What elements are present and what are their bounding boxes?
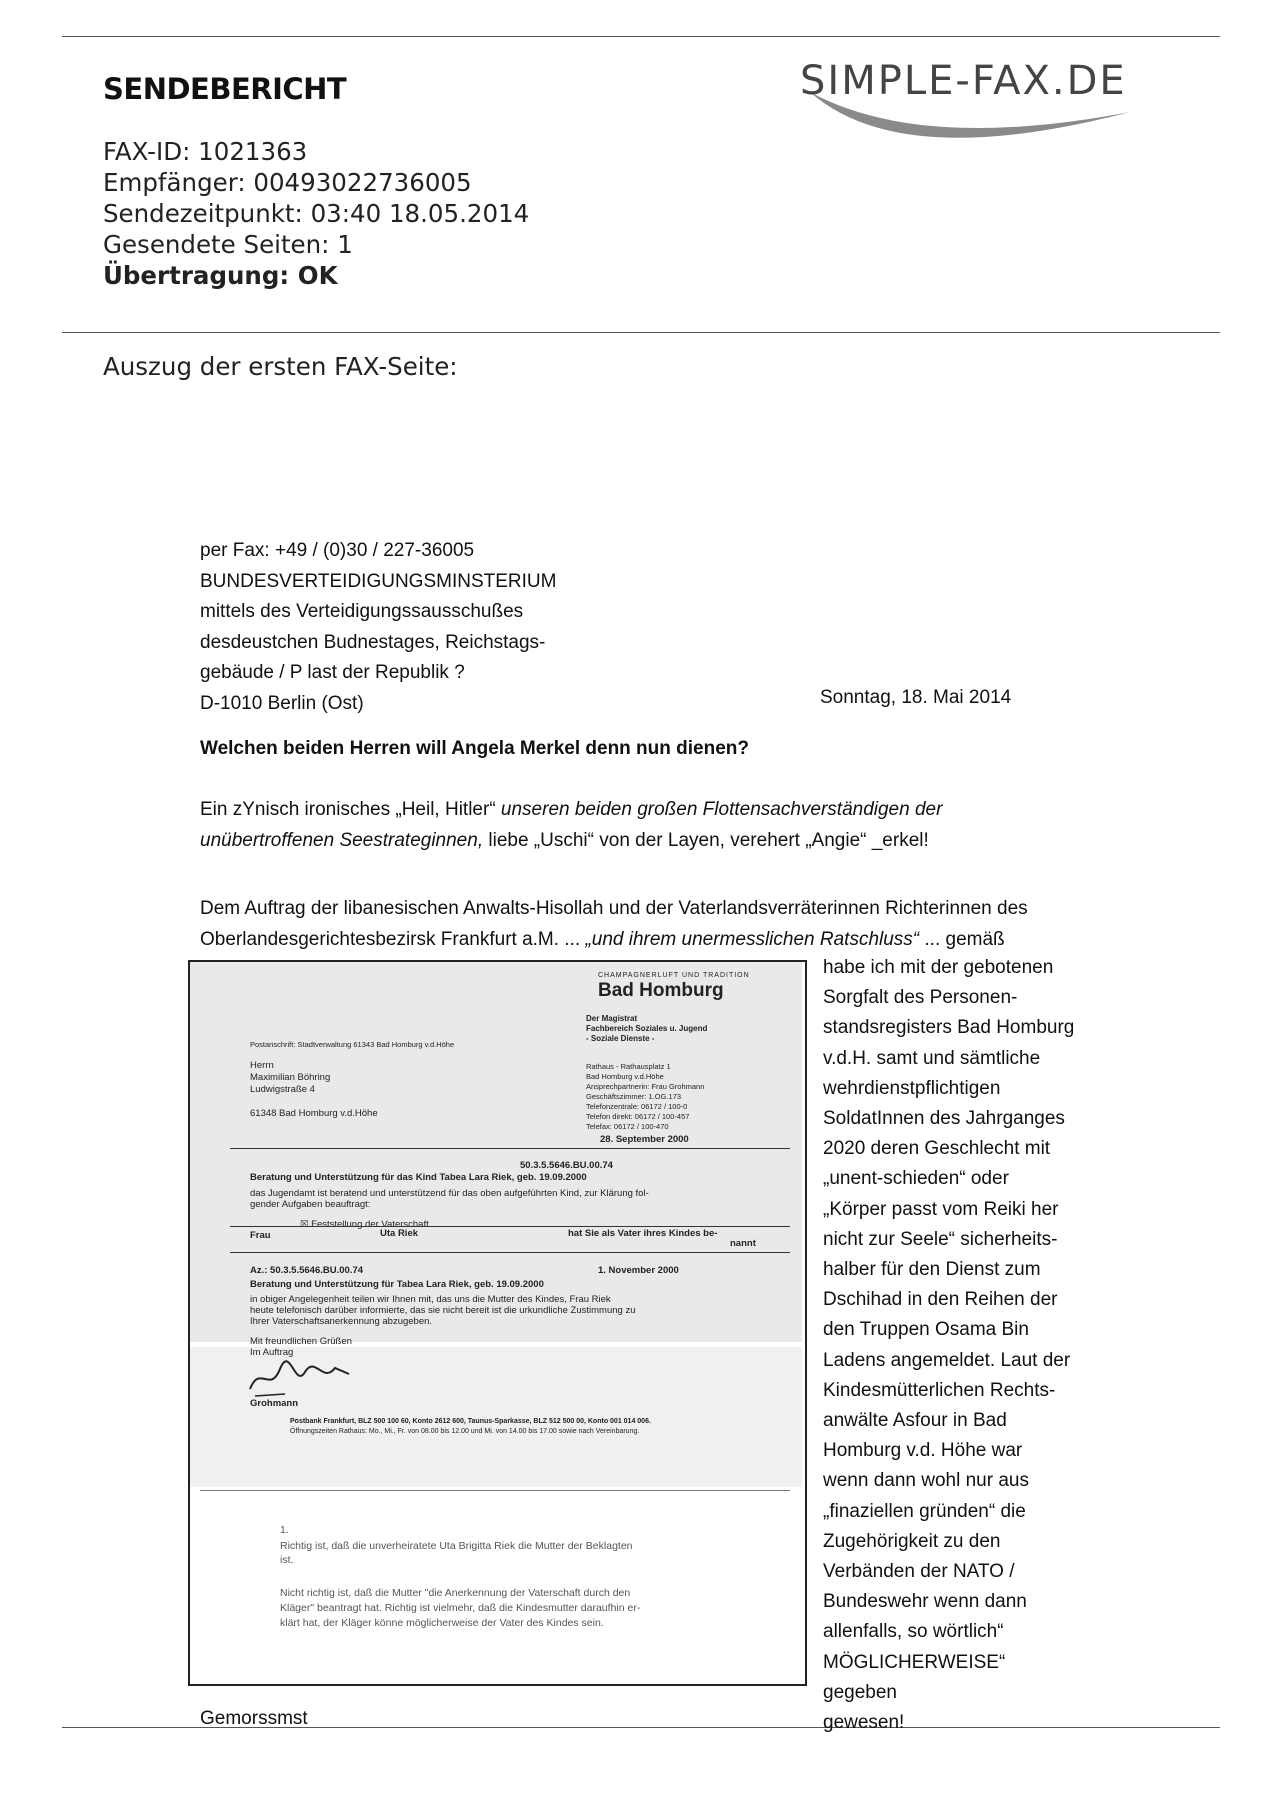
side-line: halber für den Dienst zum (823, 1259, 1041, 1281)
scan-greeting: Im Auftrag (250, 1347, 294, 1358)
paragraph-2 (200, 893, 1210, 955)
scan-greeting: Mit freundlichen Grüßen (250, 1336, 352, 1347)
para1-text: Ein zYnisch ironisches „Heil, Hitler“ (200, 799, 501, 820)
letter-date: Sonntag, 18. Mai 2014 (820, 687, 1012, 708)
side-line: Kindesmütterlichen Rechts- (823, 1379, 1056, 1401)
address-line: desdeustchen Budnestages, Reichstags- (200, 631, 546, 653)
address-line: per Fax: +49 / (0)30 / 227-36005 (200, 540, 475, 561)
side-line: den Truppen Osama Bin (823, 1319, 1029, 1341)
scan-row-question-2: nannt (730, 1238, 756, 1249)
page-count: Gesendete Seiten: 1 (103, 230, 353, 259)
scan-postal: Postanschrift: Stadtverwaltung 61343 Bad Homburg v.d.Höhe (250, 1040, 455, 1049)
scan-checkbox: ☒ Feststellung der Vaterschaft (300, 1219, 429, 1230)
simple-fax-logo (800, 52, 1220, 172)
scan-office: Telefon direkt: 06172 / 100-457 (586, 1112, 690, 1121)
scan-date-1: 28. September 2000 (600, 1134, 689, 1145)
scan-office: Geschäftszimmer: 1.OG.173 (586, 1092, 682, 1101)
court-text: Richtig ist, daß die unverheiratete Uta Brigitta Riek die Mutter der Beklagten (280, 1540, 633, 1552)
side-line: standsregisters Bad Homburg (823, 1017, 1075, 1039)
scan-row-question: hat Sie als Vater ihres Kindes be- (568, 1228, 718, 1239)
side-line: „finaziellen gründen“ die (823, 1500, 1026, 1522)
para1-text-2: liebe „Uschi“ von der Layen, verehert „Angie“ _erkel! (483, 830, 929, 851)
recipient: Empfänger: 00493022736005 (103, 168, 472, 197)
transmission-status: Übertragung: OK (103, 261, 338, 290)
scan-body-1: das Jugendamt ist beratend und unterstützend für das oben aufgeführten Kind, zur Klärung fol- (250, 1188, 649, 1199)
scan-body-1: gender Aufgaben beauftragt: (250, 1199, 371, 1210)
scan-line (200, 1490, 790, 1491)
scan-office: Telefonzentrale: 06172 / 100-0 (586, 1102, 688, 1111)
scan-sender: - Soziale Dienste - (586, 1034, 655, 1043)
scan-ref-1: 50.3.5.5646.BU.00.74 (520, 1160, 613, 1171)
para1-italic: unseren beiden großen Flottensachverständigen der (500, 799, 943, 820)
scan-to: Herrn (250, 1060, 274, 1071)
side-line: MÖGLICHERWEISE“ gegeben (823, 1651, 1006, 1703)
side-line: wenn dann wohl nur aus (823, 1470, 1029, 1492)
scan-to: 61348 Bad Homburg v.d.Höhe (250, 1108, 378, 1119)
side-line: Sorgfalt des Personen- (823, 987, 1018, 1009)
scan-to: Ludwigstraße 4 (250, 1084, 315, 1095)
report-title: SENDEBERICHT (103, 72, 347, 106)
court-text: ist. (280, 1554, 294, 1566)
side-line: anwälte Asfour in Bad (823, 1410, 1007, 1432)
header-divider (62, 332, 1220, 333)
scan-hours: Öffnungszeiten Rathaus: Mo., Mi., Fr. von 08.00 bis 12.00 und Mi. von 14.00 bis 17.00 sowie nach Vereinbarung. (290, 1428, 640, 1435)
side-column (823, 953, 1083, 1738)
side-line: „Körper passt vom Reiki her (823, 1198, 1059, 1220)
fax-id: FAX-ID: 1021363 (103, 137, 308, 166)
side-line: 2020 deren Geschlecht mit (823, 1138, 1051, 1160)
scan-bank: Postbank Frankfurt, BLZ 500 100 60, Konto 2612 600, Taunus-Sparkasse, BLZ 512 500 00, Konto 001 014 006. (290, 1418, 651, 1425)
para2-line-1: Dem Auftrag der libanesischen Anwalts-Hisollah und der Vaterlandsverräterinnen Richterinnen des (200, 898, 1028, 919)
side-line: v.d.H. samt und sämtliche (823, 1047, 1041, 1069)
scan-subject-2: Beratung und Unterstützung für Tabea Lara Riek, geb. 19.09.2000 (250, 1279, 544, 1290)
send-time: Sendezeitpunkt: 03:40 18.05.2014 (103, 199, 530, 228)
scan-sender: Fachbereich Soziales u. Jugend (586, 1024, 708, 1033)
scan-row-name: Uta Riek (380, 1228, 419, 1239)
para2-text: Oberlandesgerichtesbezirsk Frankfurt a.M. ... (200, 929, 586, 950)
scan-office: Telefax: 06172 / 100-470 (586, 1122, 669, 1131)
side-line: nicht zur Seele“ sicherheits- (823, 1228, 1058, 1250)
paragraph-1 (200, 794, 1100, 856)
side-line: Verbänden der NATO / (823, 1561, 1015, 1583)
court-text: Kläger" beantragt hat. Richtig ist vielmehr, daß die Kindesmutter daraufhin er- (280, 1602, 641, 1614)
side-line: Dschihad in den Reihen der (823, 1289, 1058, 1311)
scan-subject-1: Beratung und Unterstützung für das Kind Tabea Lara Riek, geb. 19.09.2000 (250, 1172, 587, 1183)
scan-body-2: heute telefonisch darüber informierte, das sie nicht bereit ist die urkundliche Zustimmung zu (250, 1305, 636, 1316)
para1-italic-2: unübertroffenen Seestrateginnen, (200, 830, 484, 851)
scan-line (230, 1252, 790, 1253)
signature-icon (245, 1354, 355, 1404)
letter-headline: Welchen beiden Herren will Angela Merkel denn nun dienen? (200, 738, 749, 759)
scan-body-2: Ihrer Vaterschaftsanerkennung abzugeben. (250, 1316, 433, 1327)
scan-line (230, 1148, 790, 1149)
court-text: 1. (280, 1524, 289, 1536)
scan-sender: Der Magistrat (586, 1014, 638, 1023)
signoff: Gemorssmst (200, 1708, 308, 1729)
side-line: Zugehörigkeit zu den (823, 1530, 1001, 1552)
excerpt-label: Auszug der ersten FAX-Seite: (103, 352, 458, 381)
top-rule (62, 36, 1220, 37)
scan-row-frau: Frau (250, 1230, 271, 1241)
side-line: Ladens angemeldet. Laut der (823, 1349, 1071, 1371)
side-line: Bundeswehr wenn dann (823, 1591, 1027, 1613)
logo-text: SIMPLE-FAX.DE (800, 58, 1127, 104)
para2-text-2: ... gemäß (919, 929, 1005, 950)
scan-date-2: 1. November 2000 (598, 1265, 679, 1276)
court-text: klärt hat, der Kläger könne möglicherweise der Vater des Kindes sein. (280, 1617, 604, 1629)
address-line: D-1010 Berlin (Ost) (200, 692, 364, 714)
address-line: BUNDESVERTEIDIGUNGSMINSTERIUM (200, 570, 557, 592)
scan-body-2: in obiger Angelegenheit teilen wir Ihnen mit, das uns die Mutter des Kindes, Frau Riek (250, 1294, 611, 1305)
side-line: „unent-schieden“ oder (823, 1168, 1009, 1190)
fax-meta (103, 136, 529, 291)
scan-tagline: CHAMPAGNERLUFT UND TRADITION (598, 972, 750, 979)
scan-office: Rathaus - Rathausplatz 1 (586, 1062, 671, 1071)
scan-ref-2: Az.: 50.3.5.5646.BU.00.74 (250, 1265, 364, 1276)
side-line: Homburg v.d. Höhe war (823, 1440, 1023, 1462)
side-line: gewesen! (823, 1712, 905, 1734)
scan-office: Ansprechpartnerin: Frau Grohmann (586, 1082, 705, 1091)
court-text: Nicht richtig ist, daß die Mutter "die Anerkennung der Vaterschaft durch den (280, 1587, 631, 1599)
scan-line (230, 1226, 790, 1227)
scan-to: Maximilian Böhring (250, 1072, 331, 1083)
side-line: wehrdienstpflichtigen (823, 1077, 1001, 1099)
side-line: SoldatInnen des Jahrganges (823, 1108, 1065, 1130)
side-line: allenfalls, so wörtlich“ (823, 1621, 1004, 1643)
address-line: gebäude / P last der Republik ? (200, 662, 465, 683)
scan-office: Bad Homburg v.d.Höhe (586, 1072, 664, 1081)
scanned-letter-image (188, 960, 807, 1686)
scan-signer: Grohmann (250, 1398, 299, 1409)
para2-italic: „und ihrem unermesslichen Ratschluss“ (585, 929, 920, 950)
side-line: habe ich mit der gebotenen (823, 957, 1054, 978)
scan-city-logo: Bad Homburg (598, 980, 724, 1001)
address-block (200, 536, 556, 719)
address-line: mittels des Verteidigungssausschußes (200, 601, 524, 622)
